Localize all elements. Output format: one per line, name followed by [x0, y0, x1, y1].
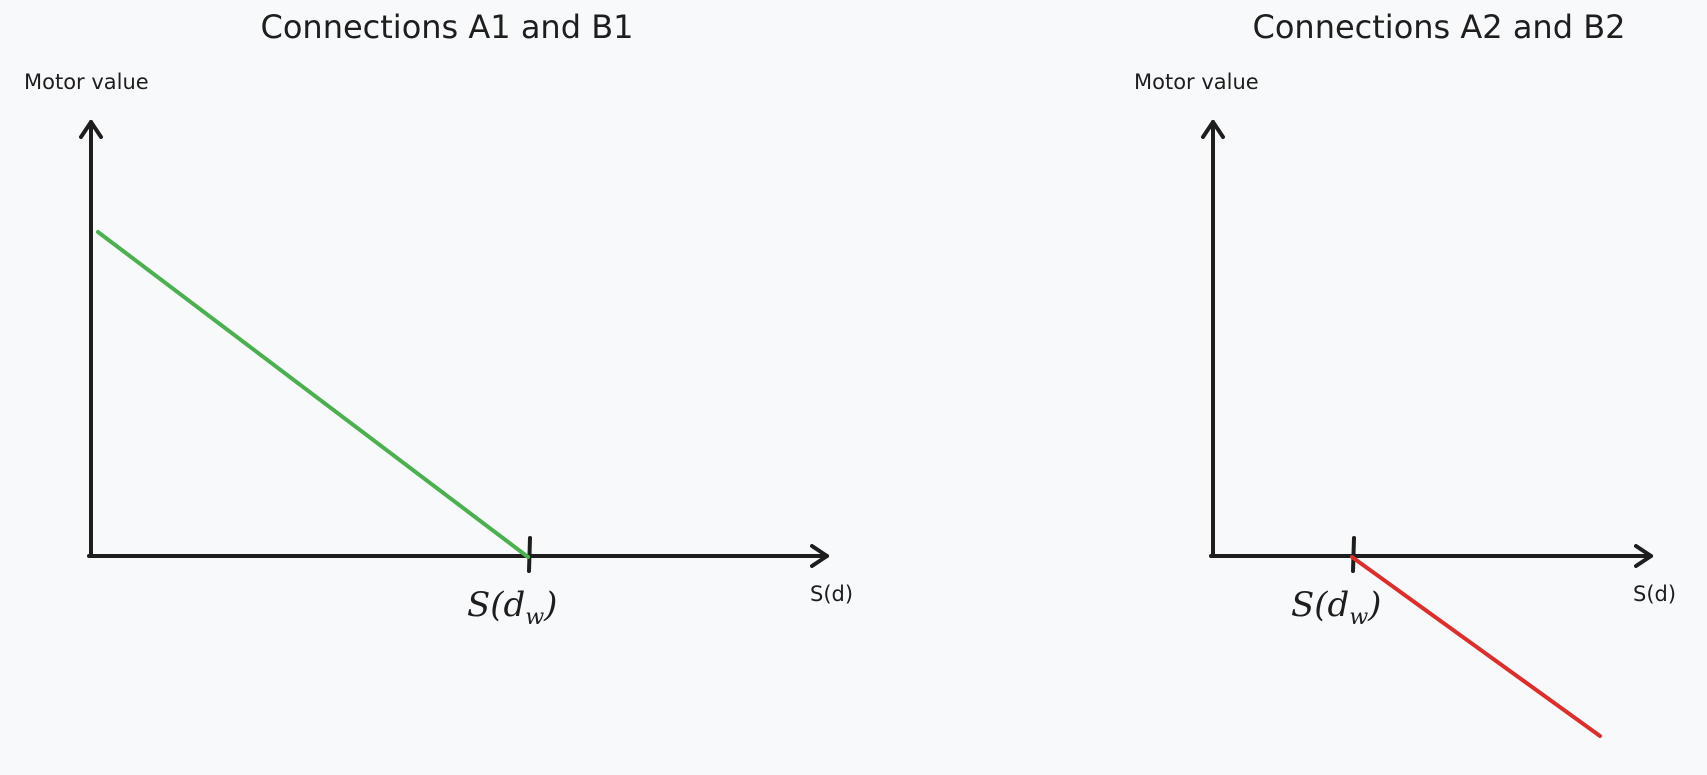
panel-1-tick-label: $S(d_w)$ — [467, 585, 558, 630]
panel-a2-b2 — [1134, 8, 1676, 736]
panel-2-x-tick — [1353, 538, 1354, 571]
panel-1-x-axis-label: S(d) — [810, 582, 854, 606]
panel-1-motor-line — [98, 232, 528, 557]
panel-1-x-tick — [529, 538, 530, 571]
panel-2-tick-label: $S(d_w)$ — [1291, 585, 1382, 630]
panel-2-title: Connections A2 and B2 — [1252, 8, 1626, 46]
panel-2-motor-line — [1352, 557, 1600, 736]
panel-2-y-axis-label: Motor value — [1134, 70, 1259, 94]
panel-2-x-axis-label: S(d) — [1633, 582, 1677, 606]
panel-1-title: Connections A1 and B1 — [260, 8, 634, 46]
panel-1-y-axis-label: Motor value — [24, 70, 149, 94]
panel-a1-b1 — [24, 8, 853, 630]
